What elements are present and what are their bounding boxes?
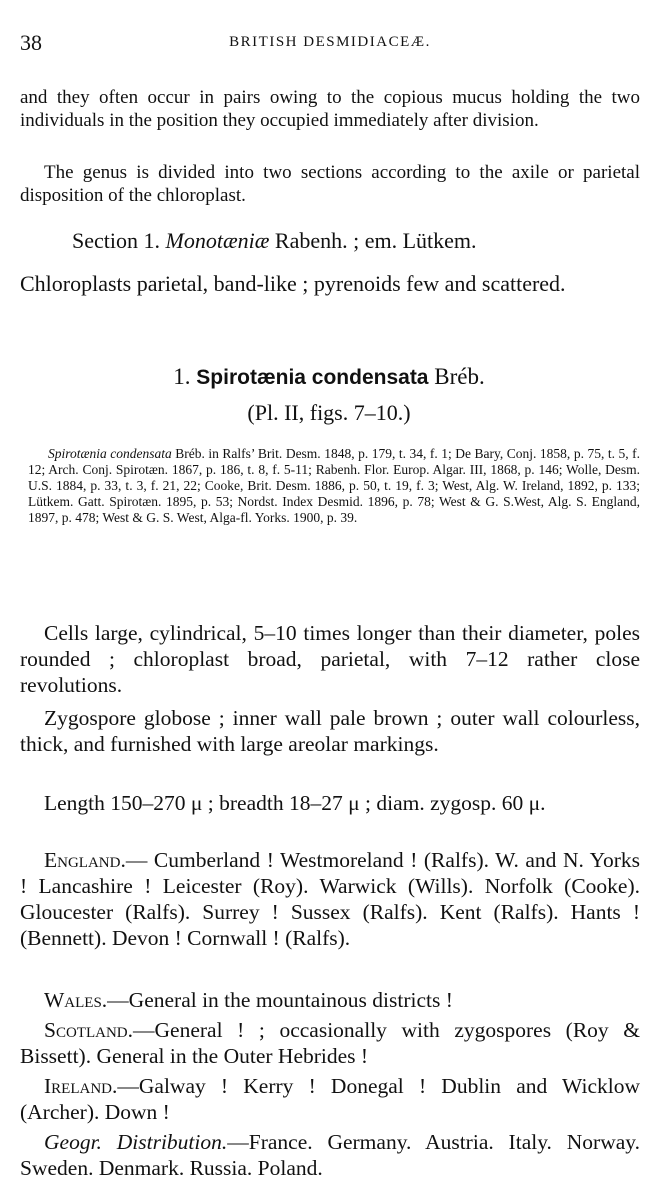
distribution-england (20, 847, 640, 951)
section-description: Chloroplasts parietal, band-like ; pyrenoids few and scattered. (20, 271, 566, 296)
zygospore-description: Zygospore globose ; inner wall pale brown ; outer wall colourless, thick, and furnished with large areolar markings. (20, 706, 640, 756)
intro-paragraph-1: and they often occur in pairs owing to the copious mucus holding the two individuals in the position they occupied immediately after division. (20, 87, 640, 131)
geogr-label: Geogr. Distribution. (44, 1130, 228, 1154)
species-author: Bréb. (434, 364, 485, 389)
page-header (20, 30, 640, 60)
ireland-text: —Galway ! Kerry ! Donegal ! Dublin and Wicklow (Archer). Down ! (20, 1074, 640, 1124)
ireland-label: Ireland. (44, 1074, 118, 1098)
geographic-distribution (20, 1129, 640, 1181)
section-label: Section 1. (72, 228, 160, 253)
wales-label: Wales. (44, 988, 108, 1012)
synonymy-block (28, 446, 640, 526)
plate-reference: (Pl. II, figs. 7–10.) (247, 400, 411, 425)
species-heading (0, 364, 658, 390)
scotland-text: —General ! ; occasionally with zygospores (Roy & Bissett). General in the Outer Hebrides ! (20, 1018, 640, 1068)
page-number: 38 (20, 30, 42, 55)
geogr-text: —France. Germany. Austria. Italy. Norway. Sweden. Denmark. Russia. Poland. (20, 1130, 640, 1180)
section-authority: Rabenh. ; em. Lütkem. (274, 228, 477, 253)
measurements: Length 150–270 μ ; breadth 18–27 μ ; diam. zygosp. 60 μ. (44, 791, 546, 815)
distribution-wales (20, 987, 640, 1013)
england-text: — Cumberland ! Westmoreland ! (Ralfs). W. and N. Yorks ! Lancashire ! Leicester (Roy). Warwick (Wills). Norfolk (Cooke). Gloucester (Ralfs). Surrey ! Sussex (Ralfs). Kent (Ralfs). Hants ! (Bennett). Devon ! Cornwall ! (Ralfs). (20, 848, 640, 950)
distribution-ireland (20, 1073, 640, 1125)
england-label: England. (44, 848, 126, 872)
section-heading (72, 228, 477, 254)
scotland-label: Scotland. (44, 1018, 133, 1042)
species-name: Spirotænia condensata (196, 366, 429, 389)
cell-description: Cells large, cylindrical, 5–10 times longer than their diameter, poles rounded ; chloroplast broad, parietal, with 7–12 rather close revolutions. (20, 621, 640, 697)
species-number: 1. (173, 364, 191, 389)
section-name: Monotæniæ (165, 228, 270, 253)
synonym-name: Spirotænia condensata (48, 446, 172, 461)
wales-text: —General in the mountainous districts ! (107, 988, 453, 1012)
intro-paragraph-2: The genus is divided into two sections according to the axile or parietal disposition of the chloroplast. (20, 162, 640, 206)
running-head: BRITISH DESMIDIACEÆ. (229, 34, 431, 50)
synonymy-text: Bréb. in Ralfs’ Brit. Desm. 1848, p. 179, t. 34, f. 1; De Bary, Conj. 1858, p. 75, t. 5, f. 12; Arch. Conj. Spirotæn. 1867, p. 186, t. 8, f. 5-11; Rabenh. Flor. Europ. Algar. III, 1868, p. 146; Wolle, Desm. U.S. 1884, p. 33, t. 3, f. 21, 22; Cooke, Brit. Desm. 1886, p. 50, t. 19, f. 3; West, Alg. W. Ireland, 1892, p. 133; Lütkem. Gatt. Spirotæn. 1895, p. 53; Nordst. Index Desmid. 1896, p. 78; West & G. S.West, Alg. S. England, 1897, p. 478; West & G. S. West, Alga-fl. Yorks. 1900, p. 39. (28, 446, 640, 525)
distribution-scotland (20, 1017, 640, 1069)
